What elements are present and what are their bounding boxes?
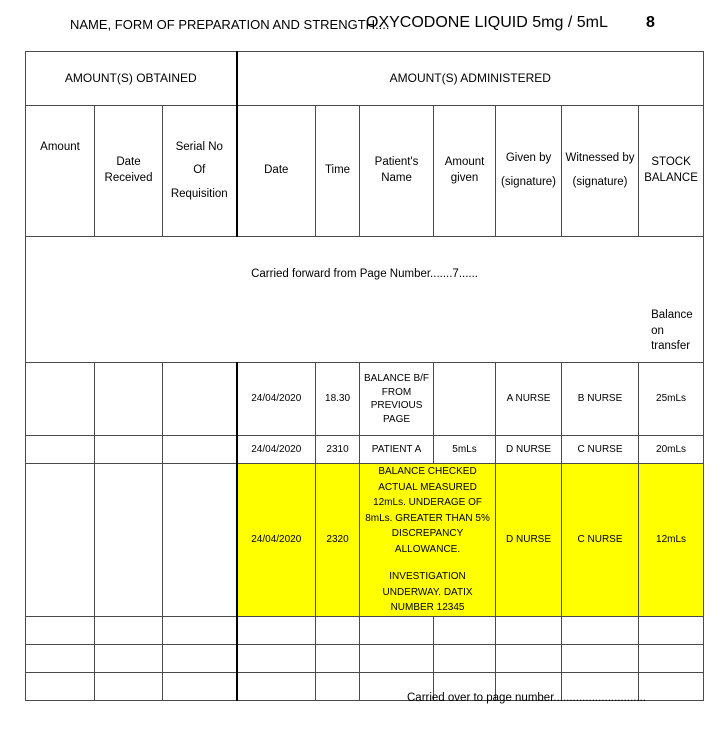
cell-given-by: D NURSE	[496, 464, 562, 617]
cell-witnessed-by: B NURSE	[562, 363, 639, 436]
empty-cell[interactable]	[360, 616, 434, 644]
col-witnessed-by	[562, 106, 639, 237]
empty-cell[interactable]	[434, 616, 496, 644]
register-header	[0, 14, 726, 36]
empty-cell[interactable]	[562, 644, 639, 672]
column-header-row	[26, 106, 704, 237]
carried-over-footer: Carried over to page number.............................	[407, 692, 647, 704]
empty-cell[interactable]	[316, 644, 360, 672]
col-given-by-line-1: Given by	[505, 152, 552, 165]
empty-cell[interactable]	[639, 644, 704, 672]
cell-amount[interactable]	[26, 363, 95, 436]
col-amount: Amount	[26, 106, 95, 237]
cell-time: 18.30	[316, 363, 360, 436]
cell-date-received[interactable]	[95, 464, 163, 617]
empty-cell[interactable]	[639, 672, 704, 700]
table-row	[26, 436, 704, 464]
col-witnessed-line-1: Witnessed by	[565, 152, 635, 165]
empty-cell[interactable]	[26, 672, 95, 700]
cell-serial-no[interactable]	[163, 363, 237, 436]
col-given-by	[496, 106, 562, 237]
empty-cell[interactable]	[360, 644, 434, 672]
empty-cell[interactable]	[434, 644, 496, 672]
col-given-by-line-2: (signature)	[501, 176, 557, 188]
table-row	[26, 363, 704, 436]
cell-given-by: A NURSE	[496, 363, 562, 436]
cell-serial-no[interactable]	[163, 464, 237, 617]
page-number: 8	[646, 14, 655, 31]
discrepancy-row	[26, 464, 704, 617]
empty-cell[interactable]	[237, 672, 316, 700]
col-date-received: Date Received	[95, 106, 163, 237]
preparation-label: NAME, FORM OF PREPARATION AND STRENGTH....	[70, 17, 390, 32]
empty-cell[interactable]	[316, 672, 360, 700]
carried-forward-row	[26, 237, 704, 363]
cell-date-received[interactable]	[95, 363, 163, 436]
cell-amount-given	[434, 363, 496, 436]
empty-cell[interactable]	[26, 644, 95, 672]
empty-cell[interactable]	[95, 672, 163, 700]
cell-amount[interactable]	[26, 436, 95, 464]
col-amount-given: Amount given	[434, 106, 496, 237]
cell-amount-given: 5mLs	[434, 436, 496, 464]
cell-stock-balance: 20mLs	[639, 436, 704, 464]
cell-witnessed-by: C NURSE	[562, 464, 639, 617]
col-stock-balance: STOCK BALANCE	[639, 106, 704, 237]
cell-given-by: D NURSE	[496, 436, 562, 464]
empty-cell[interactable]	[496, 616, 562, 644]
empty-cell[interactable]	[95, 616, 163, 644]
empty-cell[interactable]	[163, 616, 237, 644]
carried-forward-text: Carried forward from Page Number.......7......	[251, 268, 478, 280]
col-witnessed-line-2: (signature)	[572, 176, 628, 188]
cell-time: 2310	[316, 436, 360, 464]
balance-on-transfer-label: Balance on transfer	[651, 309, 693, 353]
cell-patient-name: BALANCE B/F FROM PREVIOUS PAGE	[360, 363, 434, 436]
cell-amount[interactable]	[26, 464, 95, 617]
controlled-drug-register-table	[25, 51, 704, 701]
amounts-administered-header: AMOUNT(S) ADMINISTERED	[237, 52, 704, 106]
section-header-row	[26, 52, 704, 106]
col-serial-line-3: Requisition	[170, 187, 228, 200]
cell-time: 2320	[316, 464, 360, 617]
cell-date-received[interactable]	[95, 436, 163, 464]
col-date: Date	[237, 106, 316, 237]
empty-cell[interactable]	[496, 644, 562, 672]
empty-cell[interactable]	[163, 672, 237, 700]
empty-cell[interactable]	[639, 616, 704, 644]
cell-date: 24/04/2020	[237, 464, 316, 617]
col-serial-line-2: Of	[193, 164, 206, 177]
cell-serial-no[interactable]	[163, 436, 237, 464]
discrepancy-note: BALANCE CHECKED ACTUAL MEASURED 12mLs. UNDERAGE OF 8mLs. GREATER THAN 5% DISCREPANCY ALLOWANCE.	[365, 466, 490, 555]
empty-row	[26, 616, 704, 644]
col-time: Time	[316, 106, 360, 237]
amounts-obtained-header: AMOUNT(S) OBTAINED	[26, 52, 237, 106]
empty-cell[interactable]	[237, 644, 316, 672]
empty-cell[interactable]	[316, 616, 360, 644]
empty-row	[26, 644, 704, 672]
col-serial-no	[163, 106, 237, 237]
cell-patient-name: PATIENT A	[360, 436, 434, 464]
empty-cell[interactable]	[562, 616, 639, 644]
cell-date: 24/04/2020	[237, 363, 316, 436]
col-serial-line-1: Serial No	[175, 140, 223, 153]
cell-stock-balance: 25mLs	[639, 363, 704, 436]
empty-cell[interactable]	[26, 616, 95, 644]
discrepancy-note-cell	[360, 464, 496, 617]
cell-stock-balance: 12mLs	[639, 464, 704, 617]
empty-cell[interactable]	[163, 644, 237, 672]
investigation-note: INVESTIGATION UNDERWAY. DATIX NUMBER 12345	[382, 571, 473, 613]
cell-witnessed-by: C NURSE	[562, 436, 639, 464]
cell-date: 24/04/2020	[237, 436, 316, 464]
empty-cell[interactable]	[237, 616, 316, 644]
carried-forward-cell	[26, 237, 704, 363]
empty-cell[interactable]	[95, 644, 163, 672]
col-patient-name: Patient's Name	[360, 106, 434, 237]
product-name: OXYCODONE LIQUID 5mg / 5mL	[366, 14, 608, 31]
